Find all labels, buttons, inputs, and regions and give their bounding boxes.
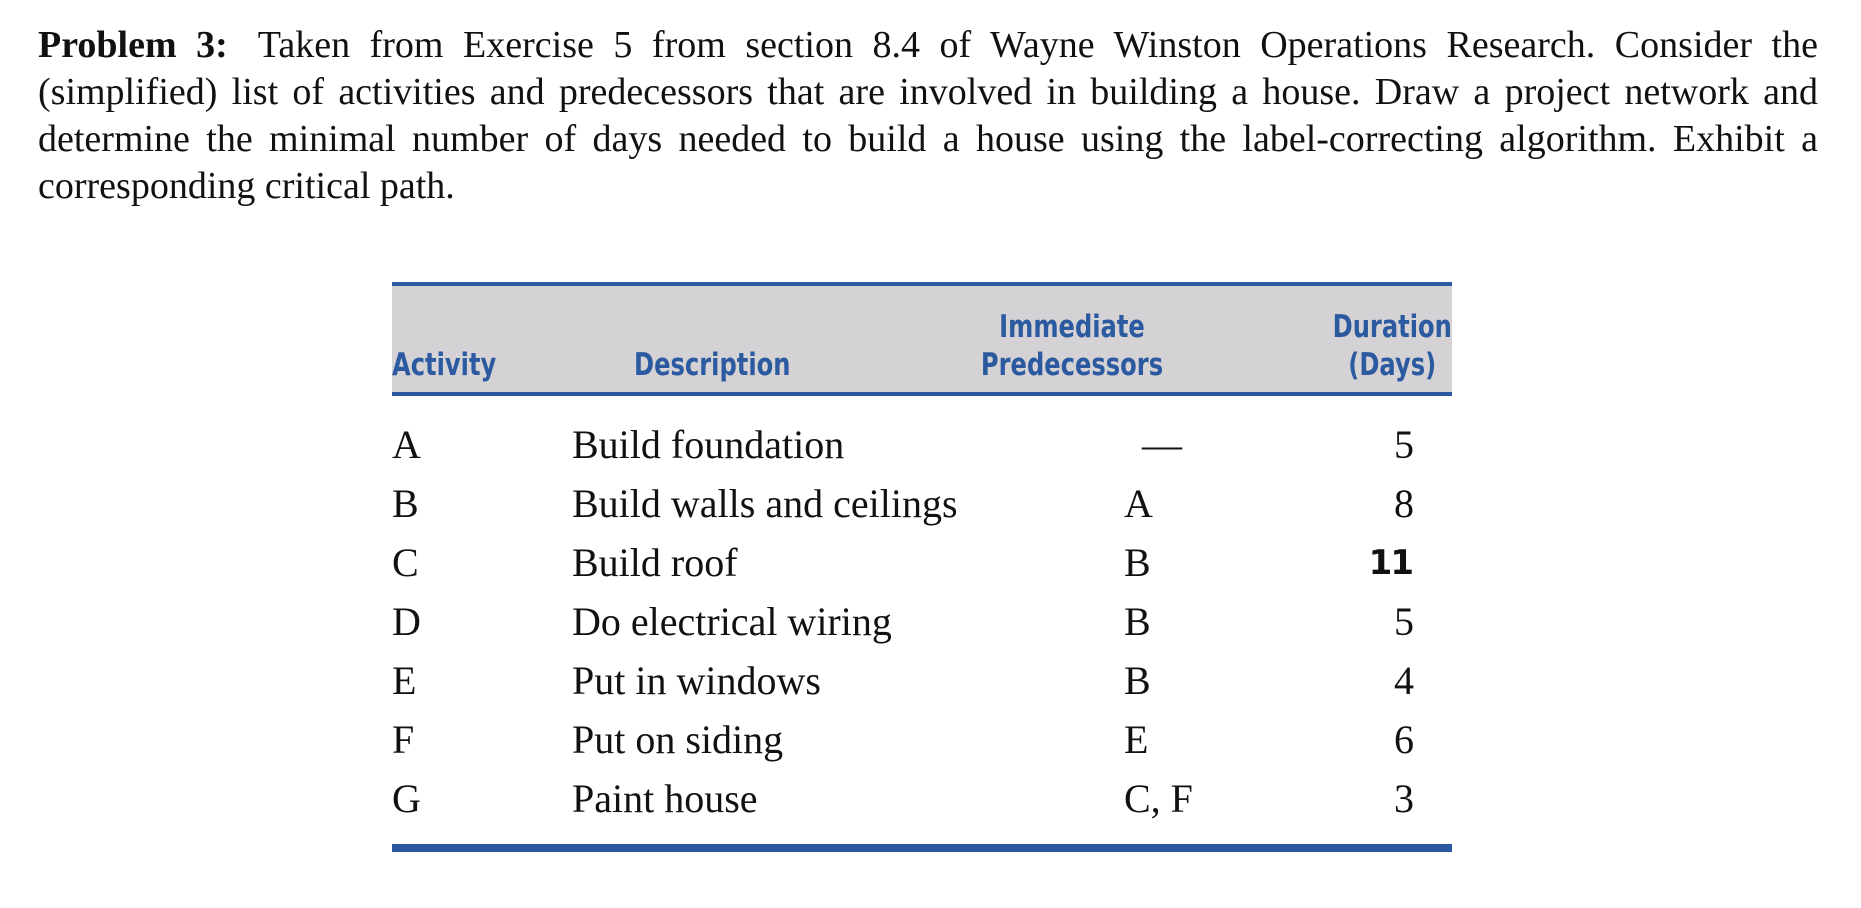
table-row [392, 475, 1452, 533]
cell-activity: D [392, 599, 421, 644]
cell-predecessors: C, F [1124, 776, 1193, 821]
table-row [392, 652, 1452, 710]
cell-description: Build roof [572, 540, 738, 585]
cell-predecessors: — [1142, 422, 1182, 467]
cell-predecessors: A [1124, 481, 1153, 526]
header-duration-cell [1333, 308, 1452, 384]
cell-description: Do electrical wiring [572, 599, 892, 644]
table-row [392, 534, 1452, 592]
cell-activity: A [392, 422, 421, 467]
cell-duration: 8 [1394, 481, 1414, 526]
cell-duration: 5 [1394, 422, 1414, 467]
cell-description: Build walls and ceilings [572, 481, 958, 526]
cell-description: Put on siding [572, 717, 784, 762]
header-predecessors-line1: Immediate [999, 309, 1145, 345]
cell-duration: 6 [1394, 717, 1414, 762]
header-predecessors-line2: Predecessors [980, 347, 1164, 383]
cell-activity: F [392, 717, 415, 762]
cell-predecessors: E [1124, 717, 1149, 762]
cell-activity: B [392, 481, 419, 526]
header-duration-line1: Duration [1332, 309, 1452, 345]
problem-text: Taken from Exercise 5 from section 8.4 of Wayne Winston Operations Research. Consider the (simplified) list of activities and predecessors that are involved in building a house. Draw a project network and determine the minimal number of days needed to build a house using the label-correcting algorithm. Exhibit a corresponding critical path. [38, 24, 1818, 207]
problem-statement [38, 22, 1818, 210]
table-row [392, 593, 1452, 651]
cell-activity: E [392, 658, 417, 703]
cell-predecessors: B [1124, 658, 1151, 703]
cell-description: Put in windows [572, 658, 821, 703]
table-row [392, 416, 1452, 474]
table-bottom-rule [392, 844, 1452, 852]
table-row [392, 711, 1452, 769]
cell-activity: G [392, 776, 421, 821]
header-description: Description [633, 347, 791, 383]
header-activity: Activity [392, 347, 497, 383]
header-duration-line2: (Days) [1348, 347, 1437, 383]
activity-table [392, 282, 1452, 852]
cell-description: Build foundation [572, 422, 845, 467]
table-header [392, 286, 1452, 396]
cell-duration: 5 [1394, 599, 1414, 644]
table-body [392, 396, 1452, 844]
table-row [392, 770, 1452, 828]
cell-description: Paint house [572, 776, 758, 821]
cell-duration: 3 [1394, 776, 1414, 821]
cell-predecessors: B [1124, 599, 1151, 644]
cell-predecessors: B [1124, 540, 1151, 585]
cell-duration: 4 [1394, 658, 1414, 703]
cell-activity: C [392, 540, 419, 585]
cell-duration: 11 [1368, 543, 1412, 583]
problem-label: Problem 3: [38, 24, 228, 66]
